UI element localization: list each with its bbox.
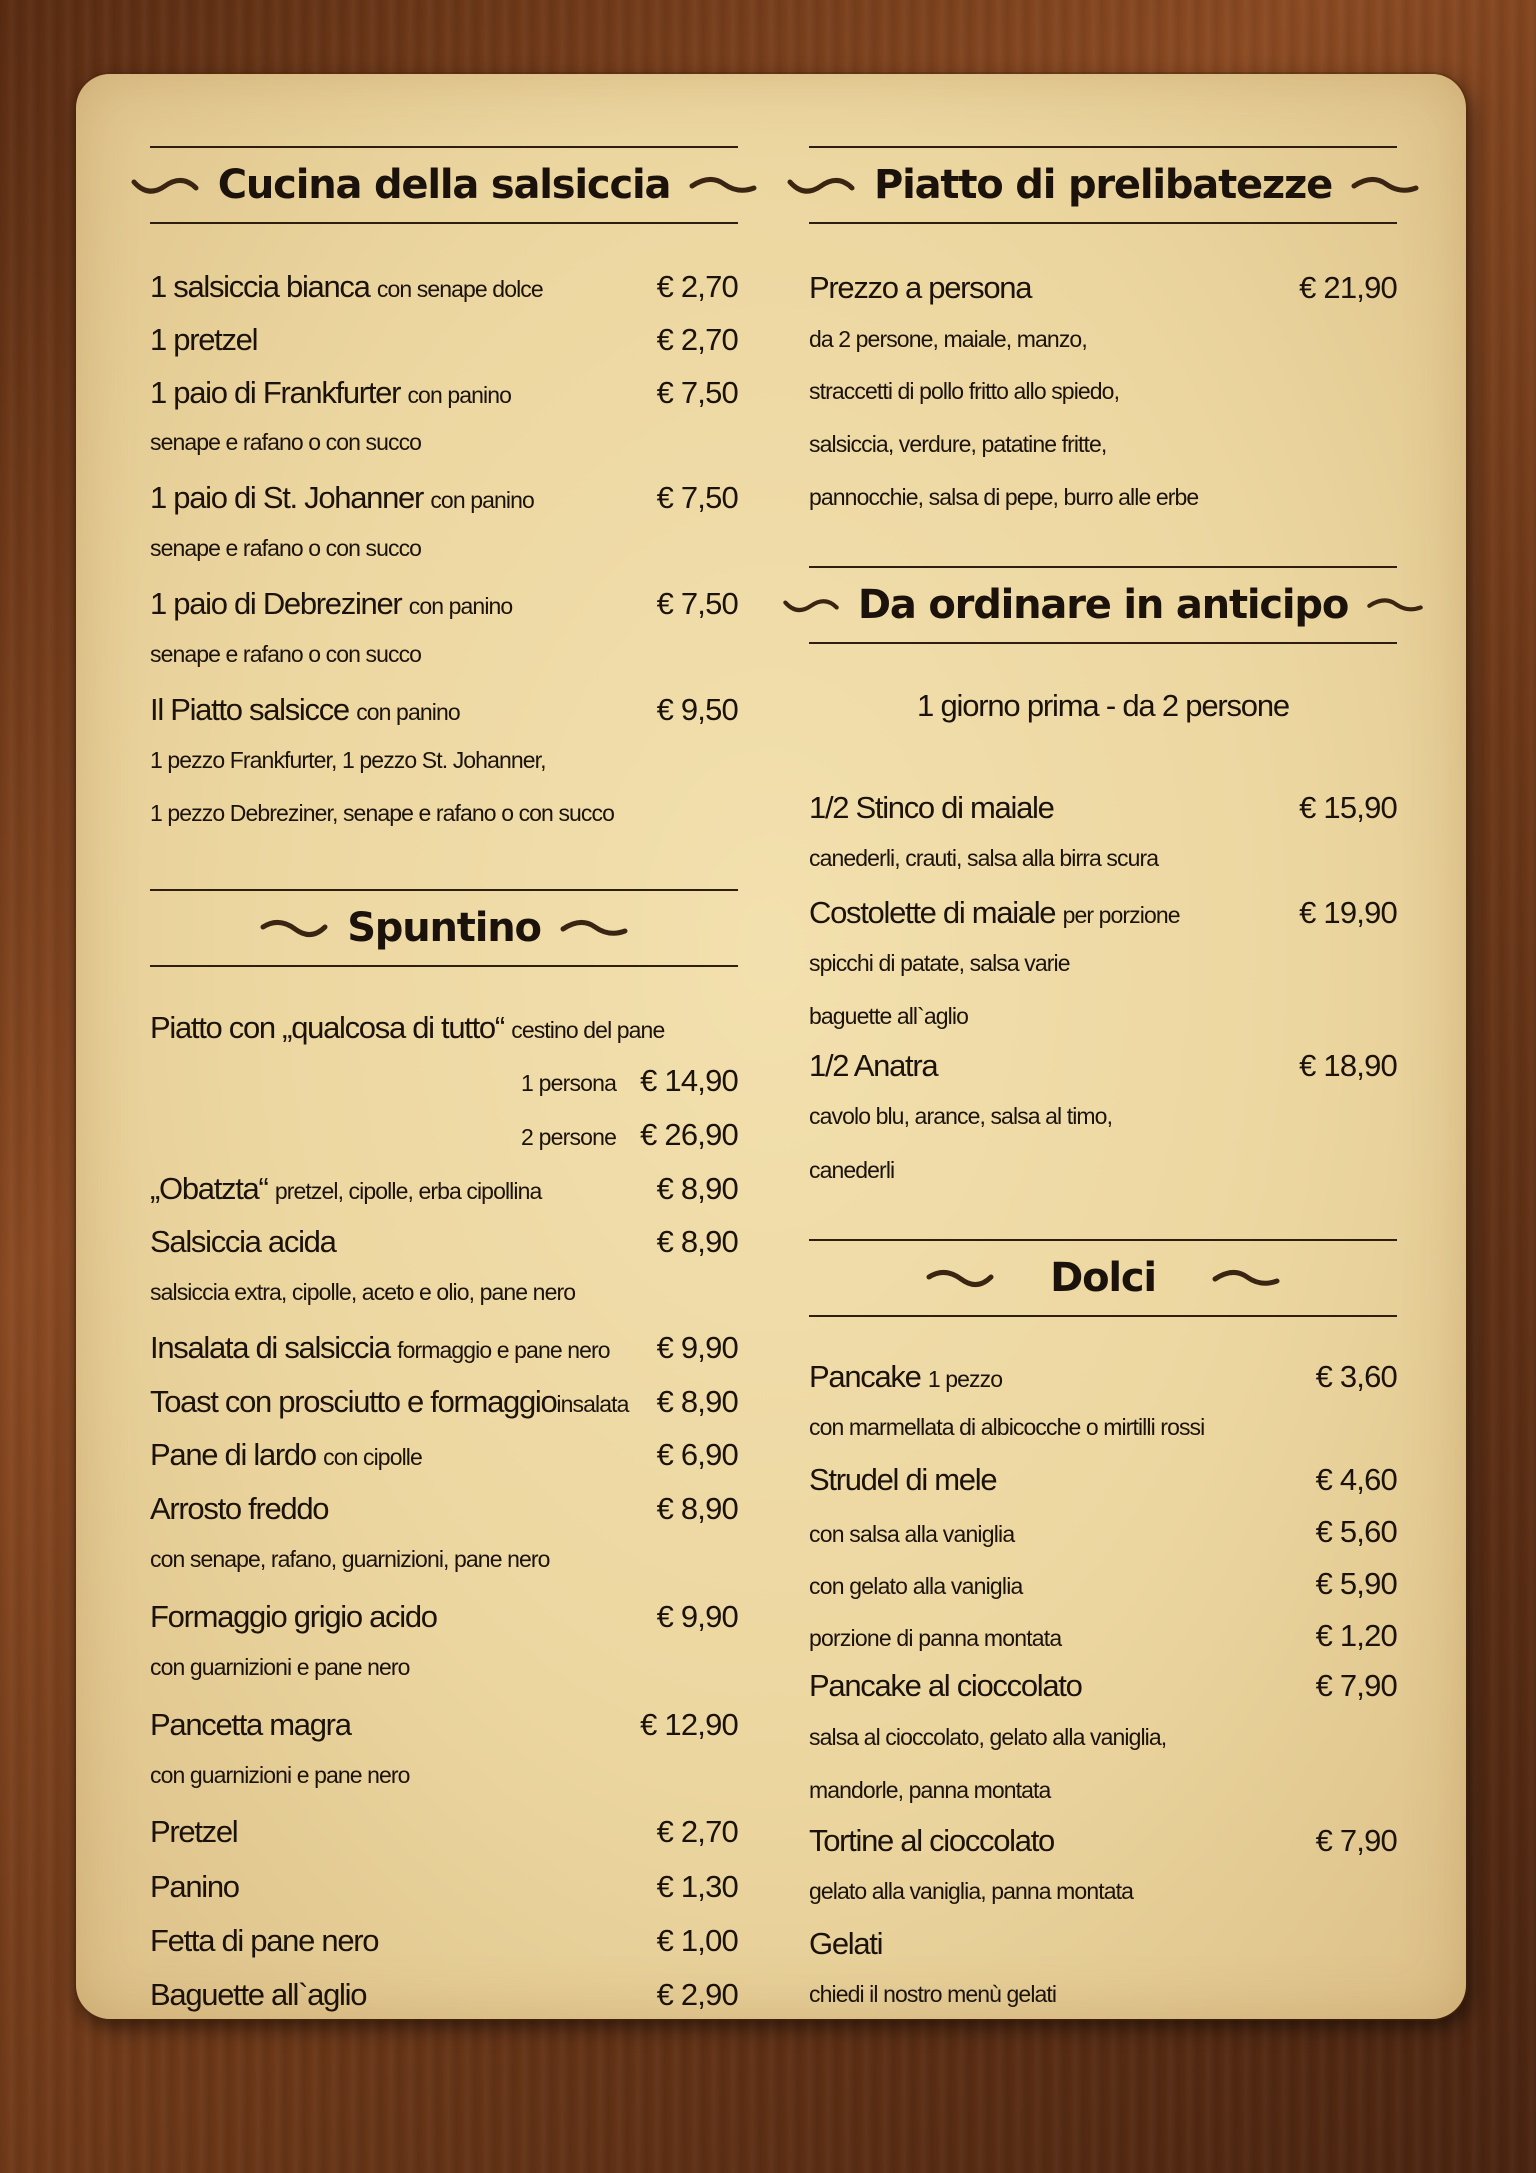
- item-price: € 7,90: [1315, 1668, 1397, 1703]
- item-price: € 19,90: [1299, 895, 1397, 930]
- menu-item: [809, 1462, 1397, 1502]
- item-description: spicchi di patate, salsa varie: [809, 950, 1070, 976]
- item-description: mandorle, panna montata: [809, 1777, 1051, 1803]
- menu-item: [150, 692, 738, 732]
- menu-item: [809, 1823, 1397, 1863]
- item-note: pretzel, cipolle, erba cipollina: [274, 1178, 542, 1204]
- item-price: € 9,50: [656, 692, 738, 727]
- order-notice: 1 giorno prima - da 2 persone: [917, 688, 1289, 723]
- item-price: € 2,70: [656, 1814, 738, 1849]
- menu-item: [809, 1668, 1397, 1708]
- item-name: 1/2 Anatra: [809, 1048, 938, 1083]
- item-name: 1 pretzel: [150, 322, 258, 357]
- item-note: insalata: [556, 1391, 629, 1417]
- item-description: con guarnizioni e pane nero: [150, 1654, 410, 1680]
- menu-item: [150, 1869, 738, 1909]
- menu-item: [150, 1977, 738, 2017]
- option-label: con gelato alla vaniglia: [809, 1573, 1023, 1599]
- item-price: € 7,50: [656, 586, 738, 621]
- item-price: € 4,60: [1315, 1462, 1397, 1497]
- option-label: porzione di panna montata: [809, 1625, 1062, 1651]
- option-label: 2 persone: [521, 1124, 617, 1150]
- item-name: 1 paio di Debreziner: [150, 586, 402, 621]
- menu-item: [150, 1330, 738, 1370]
- menu-item: [150, 1010, 738, 1050]
- item-price: € 2,70: [656, 269, 738, 304]
- swirl-ornament-icon: [782, 590, 840, 620]
- item-price: € 15,90: [1299, 790, 1397, 825]
- item-price: € 1,30: [656, 1869, 738, 1904]
- menu-item-option: [150, 1063, 738, 1103]
- item-note: con panino: [407, 382, 511, 408]
- menu-item: [150, 586, 738, 626]
- section-header-dolci: [809, 1239, 1397, 1317]
- item-name: Toast con prosciutto e formaggio: [150, 1384, 557, 1419]
- item-price: € 5,90: [1315, 1566, 1397, 1601]
- menu-item: [150, 1171, 738, 1211]
- section-title: Da ordinare in anticipo: [857, 582, 1349, 628]
- menu-item-option: [809, 1514, 1397, 1554]
- item-note: con panino: [356, 699, 460, 725]
- menu-item: [809, 1359, 1397, 1399]
- menu-item-option: [809, 1618, 1397, 1658]
- item-name: Arrosto freddo: [150, 1491, 329, 1526]
- menu-item: [809, 1926, 1397, 1966]
- item-description: salsiccia extra, cipolle, aceto e olio, pane nero: [150, 1279, 576, 1305]
- swirl-ornament-icon: [130, 170, 200, 200]
- menu-card: [76, 74, 1466, 2019]
- item-description: chiedi il nostro menù gelati: [809, 1981, 1057, 2007]
- item-price: € 7,50: [656, 480, 738, 515]
- item-description: senape e rafano o con succo: [150, 429, 422, 455]
- item-name: 1 paio di St. Johanner: [150, 480, 423, 515]
- section-header-anticipo: [809, 566, 1397, 644]
- item-price: € 9,90: [656, 1330, 738, 1365]
- item-name: Il Piatto salsicce: [150, 692, 349, 727]
- item-description: baguette all`aglio: [809, 1003, 968, 1029]
- menu-item: [150, 1814, 738, 1854]
- swirl-ornament-icon: [786, 170, 856, 200]
- item-description: da 2 persone, maiale, manzo,: [809, 326, 1087, 352]
- item-price: € 8,90: [656, 1491, 738, 1526]
- section-header-cucina: [150, 146, 738, 224]
- item-name: Gelati: [809, 1926, 883, 1961]
- item-price: € 9,90: [656, 1599, 738, 1634]
- item-name: Pancetta magra: [150, 1707, 351, 1742]
- item-price: € 2,70: [656, 322, 738, 357]
- menu-item: [150, 375, 738, 415]
- menu-item: [150, 1437, 738, 1477]
- swirl-ornament-icon: [1350, 170, 1420, 200]
- menu-item: [809, 1048, 1397, 1088]
- item-price: € 21,90: [1299, 270, 1397, 305]
- item-name: Formaggio grigio acido: [150, 1599, 437, 1634]
- item-name: 1 salsiccia bianca: [150, 269, 370, 304]
- item-price: € 1,00: [656, 1923, 738, 1958]
- menu-item: [150, 1491, 738, 1531]
- item-note: con panino: [430, 487, 534, 513]
- item-note: per porzione: [1062, 902, 1180, 928]
- item-name: Salsiccia acida: [150, 1224, 336, 1259]
- item-description: canederli: [809, 1157, 895, 1183]
- item-description: cavolo blu, arance, salsa al timo,: [809, 1103, 1113, 1129]
- item-name: Costolette di maiale: [809, 895, 1056, 930]
- item-description: straccetti di pollo fritto allo spiedo,: [809, 378, 1120, 404]
- menu-item: [150, 1707, 738, 1747]
- menu-item: [150, 1923, 738, 1963]
- item-note: 1 pezzo: [927, 1366, 1003, 1392]
- item-name: Pane di lardo: [150, 1437, 316, 1472]
- menu-item: [150, 1599, 738, 1639]
- item-description: salsiccia, verdure, patatine fritte,: [809, 431, 1107, 457]
- swirl-ornament-icon: [910, 1263, 1010, 1293]
- menu-item: [150, 322, 738, 362]
- item-price: € 5,60: [1315, 1514, 1397, 1549]
- item-price: € 6,90: [656, 1437, 738, 1472]
- item-description: canederli, crauti, salsa alla birra scura: [809, 845, 1159, 871]
- item-description: salsa al cioccolato, gelato alla vaniglia,: [809, 1724, 1167, 1750]
- item-price: € 12,90: [640, 1707, 738, 1742]
- menu-item: [809, 895, 1397, 935]
- section-title: Piatto di prelibatezze: [874, 162, 1333, 208]
- swirl-ornament-icon: [688, 170, 758, 200]
- item-name: Pancake al cioccolato: [809, 1668, 1082, 1703]
- item-description: senape e rafano o con succo: [150, 641, 422, 667]
- section-title: Cucina della salsiccia: [217, 162, 671, 208]
- swirl-ornament-icon: [1366, 590, 1424, 620]
- section-header-piatto: [809, 146, 1397, 224]
- item-note: con cipolle: [323, 1444, 422, 1470]
- item-description: 1 pezzo Debreziner, senape e rafano o con succo: [150, 800, 615, 826]
- item-price: € 7,50: [656, 375, 738, 410]
- menu-item: [809, 270, 1397, 310]
- item-name: Pretzel: [150, 1814, 238, 1849]
- item-name: Tortine al cioccolato: [809, 1823, 1054, 1858]
- item-description: pannocchie, salsa di pepe, burro alle erbe: [809, 484, 1199, 510]
- menu-item: [809, 790, 1397, 830]
- item-description: senape e rafano o con succo: [150, 535, 422, 561]
- item-note: cestino del pane: [511, 1017, 665, 1043]
- item-name: Prezzo a persona: [809, 270, 1032, 305]
- item-description: gelato alla vaniglia, panna montata: [809, 1878, 1133, 1904]
- menu-item: [150, 1384, 738, 1424]
- item-description: con senape, rafano, guarnizioni, pane nero: [150, 1546, 550, 1572]
- item-price: € 8,90: [656, 1171, 738, 1206]
- item-description: 1 pezzo Frankfurter, 1 pezzo St. Johanner,: [150, 747, 546, 773]
- item-name: Piatto con „qualcosa di tutto“: [150, 1010, 504, 1045]
- swirl-ornament-icon: [259, 913, 329, 943]
- section-title: Spuntino: [347, 905, 541, 951]
- item-name: Panino: [150, 1869, 239, 1904]
- item-name: Insalata di salsiccia: [150, 1330, 390, 1365]
- swirl-ornament-icon: [559, 913, 629, 943]
- menu-item: [150, 480, 738, 520]
- item-name: 1 paio di Frankfurter: [150, 375, 401, 410]
- item-name: Pancake: [809, 1359, 921, 1394]
- item-note: con senape dolce: [376, 276, 543, 302]
- menu-item: [150, 1224, 738, 1264]
- item-price: € 1,20: [1315, 1618, 1397, 1653]
- menu-item: [150, 269, 738, 309]
- item-name: „Obatzta“: [150, 1171, 268, 1206]
- menu-item-option: [150, 1117, 738, 1157]
- item-note: con panino: [408, 593, 513, 619]
- item-description: con marmellata di albicocche o mirtilli rossi: [809, 1414, 1205, 1440]
- menu-item-option: [809, 1566, 1397, 1606]
- item-note: formaggio e pane nero: [397, 1337, 610, 1363]
- item-price: € 26,90: [640, 1117, 738, 1152]
- option-label: con salsa alla vaniglia: [809, 1521, 1015, 1547]
- item-price: € 3,60: [1315, 1359, 1397, 1394]
- swirl-ornament-icon: [1196, 1263, 1296, 1293]
- item-price: € 18,90: [1299, 1048, 1397, 1083]
- item-name: Baguette all`aglio: [150, 1977, 367, 2012]
- item-price: € 8,90: [656, 1224, 738, 1259]
- item-name: 1/2 Stinco di maiale: [809, 790, 1054, 825]
- section-title: Dolci: [1050, 1255, 1156, 1301]
- item-price: € 14,90: [640, 1063, 738, 1098]
- section-header-spuntino: [150, 889, 738, 967]
- item-price: € 2,90: [656, 1977, 738, 2012]
- option-label: 1 persona: [521, 1070, 617, 1096]
- item-description: con guarnizioni e pane nero: [150, 1762, 410, 1788]
- item-price: € 8,90: [656, 1384, 738, 1419]
- item-price: € 7,90: [1315, 1823, 1397, 1858]
- item-name: Fetta di pane nero: [150, 1923, 379, 1958]
- item-name: Strudel di mele: [809, 1462, 997, 1497]
